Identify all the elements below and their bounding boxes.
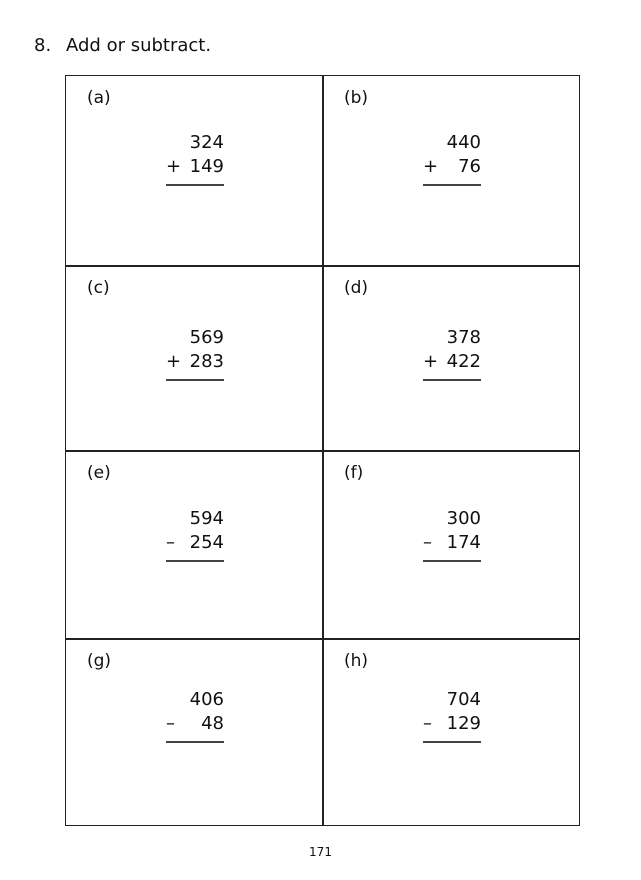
operator: + (423, 156, 439, 177)
exercise-instruction: Add or subtract. (66, 35, 212, 56)
problem-label: (e) (87, 463, 111, 483)
problem-label: (h) (344, 651, 369, 671)
problem-grid (65, 75, 580, 826)
vertical-arithmetic (423, 688, 481, 743)
answer-line (166, 379, 224, 381)
top-operand: 594 (189, 508, 224, 529)
vertical-arithmetic (423, 507, 481, 562)
vertical-arithmetic (423, 326, 481, 381)
problem-cell-h (323, 639, 579, 825)
operator: – (423, 713, 432, 734)
bottom-operand: 76 (458, 156, 481, 177)
page-number: 171 (309, 845, 332, 859)
problem-cell-b (323, 76, 579, 265)
answer-line (166, 560, 224, 562)
top-operand: 440 (446, 132, 481, 153)
answer-line (166, 741, 224, 743)
bottom-operand: 254 (189, 532, 224, 553)
top-operand: 324 (189, 132, 224, 153)
vertical-arithmetic (166, 131, 224, 186)
vertical-arithmetic (423, 131, 481, 186)
operator: + (423, 351, 439, 372)
bottom-operand: 283 (189, 351, 224, 372)
problem-cell-g (66, 639, 322, 825)
operator: + (166, 156, 182, 177)
operator: + (166, 351, 182, 372)
bottom-operand: 174 (446, 532, 481, 553)
top-operand: 569 (189, 327, 224, 348)
bottom-operand: 149 (189, 156, 224, 177)
operator: – (166, 713, 175, 734)
problem-cell-e (66, 451, 322, 638)
top-operand: 406 (189, 689, 224, 710)
answer-line (423, 560, 481, 562)
problem-label: (c) (87, 278, 110, 298)
operator: – (166, 532, 175, 553)
top-operand: 704 (446, 689, 481, 710)
top-operand: 378 (446, 327, 481, 348)
top-operand: 300 (446, 508, 481, 529)
answer-line (423, 741, 481, 743)
problem-label: (g) (87, 651, 112, 671)
answer-line (423, 379, 481, 381)
problem-cell-c (66, 266, 322, 450)
bottom-operand: 48 (201, 713, 224, 734)
vertical-arithmetic (166, 688, 224, 743)
vertical-arithmetic (166, 507, 224, 562)
problem-cell-d (323, 266, 579, 450)
answer-line (166, 184, 224, 186)
exercise-number: 8. (34, 35, 52, 56)
problem-cell-a (66, 76, 322, 265)
operator: – (423, 532, 432, 553)
vertical-arithmetic (166, 326, 224, 381)
exercise-heading (34, 35, 211, 56)
problem-label: (a) (87, 88, 111, 108)
bottom-operand: 129 (446, 713, 481, 734)
answer-line (423, 184, 481, 186)
problem-label: (d) (344, 278, 369, 298)
bottom-operand: 422 (446, 351, 481, 372)
problem-label: (b) (344, 88, 369, 108)
problem-label: (f) (344, 463, 364, 483)
problem-cell-f (323, 451, 579, 638)
